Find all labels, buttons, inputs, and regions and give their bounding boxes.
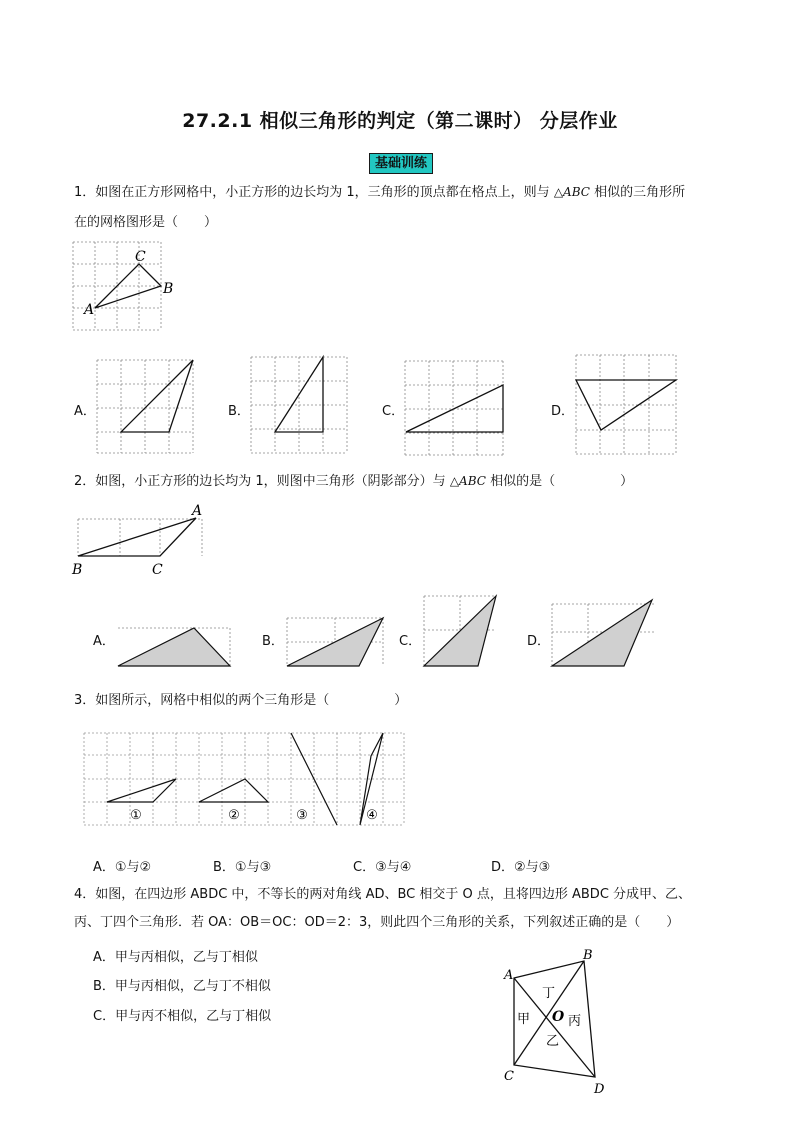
q3-figure xyxy=(78,728,410,830)
q1-option-a-triangle xyxy=(121,360,193,432)
q2-text-a: 2．如图，小正方形的边长均为 1，则图中三角形（阴影部分）与 xyxy=(74,474,446,489)
q1-option-b-triangle xyxy=(275,357,323,432)
q3-option-c[interactable]: C．③与④ xyxy=(353,860,412,875)
q4-label-d: D xyxy=(594,1082,605,1095)
q4-region-ding: 丁 xyxy=(542,986,556,1001)
q2-option-c-figure[interactable] xyxy=(420,590,500,670)
q1-option-c-figure[interactable] xyxy=(402,358,508,458)
q3-label-3: ③ xyxy=(296,808,308,823)
q3-label-4: ④ xyxy=(366,808,378,823)
q3-text: 3．如图所示，网格中相似的两个三角形是（ ） xyxy=(74,693,408,708)
q1-option-d-figure[interactable] xyxy=(573,352,679,458)
q1-label-a: A xyxy=(84,302,95,318)
q2-text xyxy=(74,472,633,491)
q2-triangle-abc xyxy=(78,518,196,556)
q4-region-jia: 甲 xyxy=(517,1012,531,1027)
q1-label-b: B xyxy=(163,281,174,297)
q1-text xyxy=(74,183,685,202)
q2-triangle-symbol: △ABC xyxy=(449,474,486,488)
q2-option-c-triangle xyxy=(424,596,496,666)
q3-option-d[interactable]: D．②与③ xyxy=(491,860,551,875)
q4-option-c[interactable]: C．甲与丙不相似，乙与丁相似 xyxy=(93,1009,272,1024)
q4-option-b[interactable]: B．甲与丙相似，乙与丁不相似 xyxy=(93,979,271,994)
q2-label-c: C xyxy=(152,562,163,578)
q2-label-b: B xyxy=(72,562,83,578)
q4-option-a[interactable]: A．甲与丙相似，乙与丁相似 xyxy=(93,950,258,965)
q1-text-a: 1．如图在正方形网格中，小正方形的边长均为 1，三角形的顶点都在格点上，则与 xyxy=(74,185,550,200)
q3-label-1: ① xyxy=(130,808,142,823)
q2-label-a: A xyxy=(192,503,203,519)
q4-region-bing: 丙 xyxy=(568,1014,582,1029)
q1-option-b-figure[interactable] xyxy=(248,354,352,456)
q1-option-c-label[interactable]: C． xyxy=(382,404,405,419)
q2-option-c-label[interactable]: C． xyxy=(399,634,422,649)
q1-option-a-label[interactable]: A． xyxy=(74,404,96,419)
q2-option-b-figure[interactable] xyxy=(283,614,387,670)
q4-line-2: 丙、丁四个三角形．若 OA：OB＝OC：OD＝2：3，则此四个三角形的关系，下列叙述正确的是（ ） xyxy=(74,915,680,930)
section-badge: 基础训练 xyxy=(369,153,433,174)
q3-option-a[interactable]: A．①与② xyxy=(93,860,152,875)
q2-option-b-triangle xyxy=(287,618,383,666)
q1-option-d-label[interactable]: D． xyxy=(551,404,575,419)
q2-option-a-figure[interactable] xyxy=(114,624,234,670)
q2-option-a-triangle xyxy=(118,628,230,666)
q1-option-b-label[interactable]: B． xyxy=(228,404,250,419)
q2-option-d-figure[interactable] xyxy=(548,596,658,670)
q1-text-b: 相似的三角形所 xyxy=(594,185,686,200)
q2-main-figure xyxy=(66,500,216,580)
q4-figure xyxy=(495,945,615,1095)
q2-option-a-label[interactable]: A． xyxy=(93,634,115,649)
q1-main-figure xyxy=(60,235,180,335)
q3-label-2: ② xyxy=(228,808,240,823)
page-title: 27.2.1 相似三角形的判定（第二课时） 分层作业 xyxy=(182,110,618,132)
q1-option-a-figure[interactable] xyxy=(94,356,200,456)
q1-triangle-abc xyxy=(95,264,161,308)
q2-text-b: 相似的是（ ） xyxy=(490,474,634,489)
q1-label-c: C xyxy=(135,249,146,265)
q2-option-d-triangle xyxy=(552,600,652,666)
q1-text-c: 在的网格图形是（ ） xyxy=(74,215,218,230)
q1-option-c-triangle xyxy=(406,385,503,432)
q4-label-c: C xyxy=(504,1069,514,1084)
q3-option-b[interactable]: B．①与③ xyxy=(213,860,272,875)
q3-triangle-1 xyxy=(107,779,176,802)
q2-option-b-label[interactable]: B． xyxy=(262,634,284,649)
q4-label-a: A xyxy=(504,968,514,983)
q4-label-o: O xyxy=(552,1009,565,1025)
q3-triangle-2 xyxy=(199,779,268,802)
q1-triangle-symbol: △ABC xyxy=(553,185,590,199)
q2-option-d-label[interactable]: D． xyxy=(527,634,551,649)
q4-label-b: B xyxy=(583,948,593,963)
q4-region-yi: 乙 xyxy=(546,1034,560,1049)
q4-line-1: 4．如图，在四边形 ABDC 中，不等长的两对角线 AD、BC 相交于 O 点，且将四边形 ABDC 分成甲、乙、 xyxy=(74,887,692,902)
